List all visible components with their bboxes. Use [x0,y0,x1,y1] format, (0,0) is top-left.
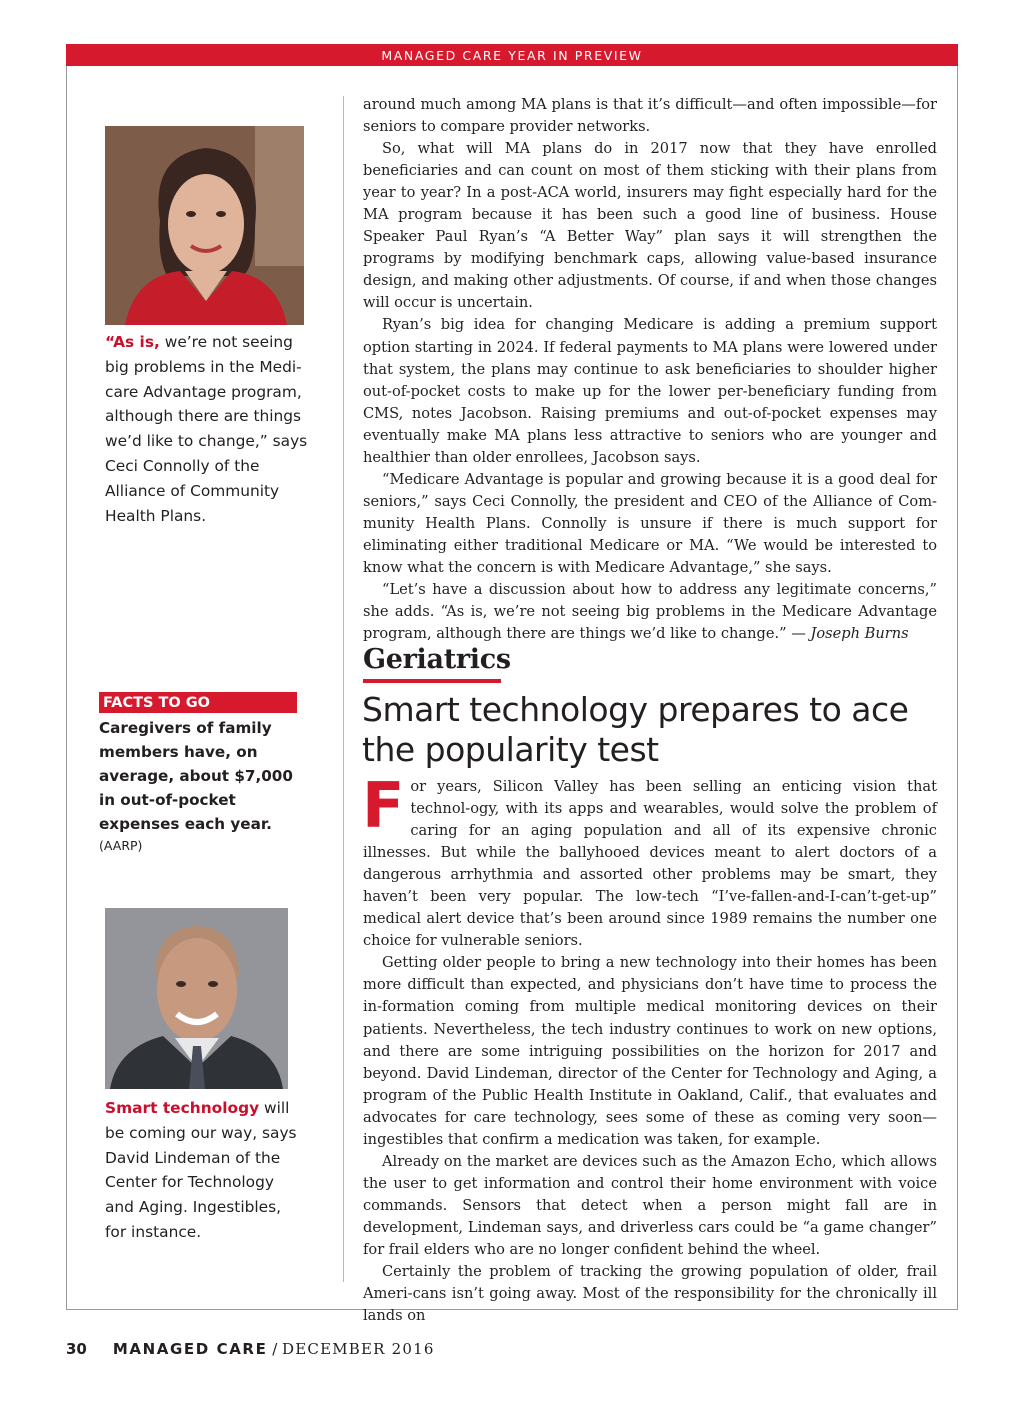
section-banner: MANAGED CARE YEAR IN PREVIEW [66,44,958,66]
column-divider [343,96,344,1282]
paragraph: So, what will MA plans do in 2017 now that they have enrolled beneficiaries and can count on most of them sticking with their plans from year to year? In a post-ACA world, insurers may fight especially hard for the MA program because it has been such a good line of business. House Speaker Paul Ryan’s “A Better Way” plan says it will strengthen the programs by modifying benchmark caps, allowing value-based insurance design, and making other adjustments. Of course, if and when those changes will occur is uncertain. [363,140,937,312]
issue-date: DECEMBER 2016 [282,1340,435,1358]
paragraph: “Medicare Advantage is popular and growing because it is a good deal for seniors,” says Ceci Connolly, the president and CEO of the Alliance of Com-munity Health Plans. Connolly is unsure if there is much support for eliminating either traditional Medicare or MA. “We would be interested to know what the concern is with Medicare Advantage,” she says. [363,470,937,576]
drop-cap: F [362,769,405,842]
paragraph: Getting older people to bring a new technology into their homes has been more difficult than expected, and physicians don’t have time to process the in-formation coming from multiple medical monitoring devices on their patients. Nevertheless, the tech industry continues to work on new options, and there are some intriguing possibilities on the horizon for 2017 and beyond. David Lindeman, director of the Center for Technology and Aging, a program of the Public Health Institute in Oakland, Calif., that evaluates and advocates for care technology, sees some of these as coming very soon—ingestibles that confirm a medication was taken, for example. [363,954,937,1148]
caption-text: we’re not seeing big problems in the Medi-care Advantage program, although there are things we’d like to change,” says Ceci Connolly of the Alliance of Community Health Plans. [105,333,308,525]
paragraph: Certainly the problem of tracking the growing population of older, frail Ameri-cans isn’t going away. Most of the responsibility for the chronically ill lands on [363,1263,937,1325]
portrait-photo-david-lindeman [105,908,288,1089]
caption-text: will be coming our way, says David Lindeman of the Center for Technology and Aging. Ingestibles, for instance. [105,1099,297,1241]
paragraph: Already on the market are devices such as the Amazon Echo, which allows the user to get information and control their home environment with voice commands. Sensors that detect when a person might fall are in development, Lindeman says, and driverless cars could be “a game changer” for frail elders who are no longer confident behind the wheel. [363,1152,937,1258]
paragraph-text: “Let’s have a discussion about how to address any legitimate concerns,” she adds. “As is, we’re not seeing big problems in the Medicare Advantage program, although there are things we’d like to change.” [363,581,937,643]
paragraph [362,769,937,952]
section-title: Geriatrics [363,644,511,675]
caption-lead: “As is, [105,333,160,351]
facts-source: (AARP) [99,838,143,853]
caption-lead: Smart technology [105,1099,260,1117]
article-body [362,769,937,1327]
photo-caption-lindeman [105,1096,305,1245]
page-number: 30 [66,1340,87,1358]
paragraph: Ryan’s big idea for changing Medicare is adding a premium support option starting in 2024. If federal payments to MA plans were lowered under that system, the plans may continue to ask beneficiaries to shoulder higher out-of-pocket costs to make up for the lower per-beneficiary funding from CMS, notes Jacobson. Raising premiums and out-of-pocket expenses may eventually make MA plans less attractive to seniors who are younger and healthier than older enrollees, Jacobson says. [363,316,937,466]
page-footer [66,1340,435,1358]
article-headline: Smart technology prepares to ace the popularity test [362,690,909,769]
footer-separator: / [267,1340,283,1358]
paragraph: around much among MA plans is that it’s difficult—and often impossible—for seniors to compare provider networks. [363,96,937,136]
photo-caption-connolly [105,330,311,528]
facts-heading: FACTS TO GO [99,692,297,713]
byline: — Joseph Burns [791,625,909,643]
portrait-photo-ceci-connolly [105,126,304,325]
magazine-name: MANAGED CARE [112,1340,268,1358]
portrait-illustration [105,908,288,1089]
article-continuation [363,94,937,645]
section-underline [363,679,501,683]
facts-text: Caregivers of family members have, on average, about $7,000 in out-of-pocket expenses each year. [99,719,293,833]
paragraph-text: or years, Silicon Valley has been selling an enticing vision that technol-ogy, with its apps and wearables, would solve the problem of caring for an aging population and all of its expensive chronic illnesses. But while the ballyhooed devices meant to alert doctors of a dangerous arrhythmia and assorted other problems may be smart, they haven’t been very popular. The low-tech “I’ve-fallen-and-I-can’t-get-up” medical alert device that’s been around since 1989 remains the number one choice for vulnerable seniors. [363,778,937,950]
portrait-illustration [105,126,304,325]
paragraph [363,579,937,645]
